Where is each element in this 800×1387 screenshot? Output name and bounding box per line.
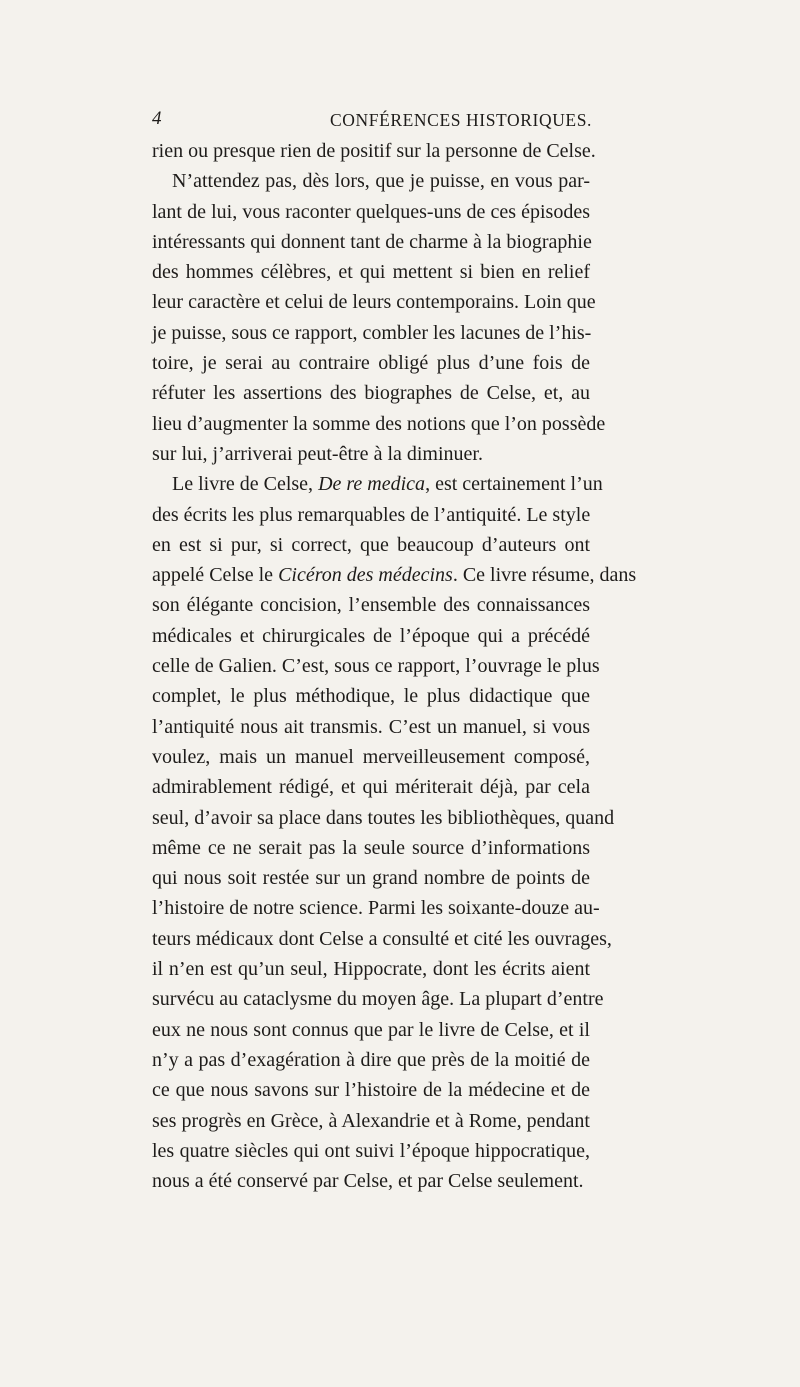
text-segment: . Ce livre résume, dans [452,564,637,587]
text-line: il n’en est qu’un seul, Hippocrate, dont les écrits aient [152,958,590,981]
page-number: 4 [152,108,162,129]
text-line [152,469,603,499]
text-line: eux ne nous sont connus que par le livre de Celse, et il [152,1018,590,1041]
text-line: n’y a pas d’exagération à dire que près de la moitié de [152,1048,590,1071]
text-line: je puisse, sous ce rapport, combler les lacunes de l’his- [152,321,592,344]
text-line: médicales et chirurgicales de l’époque qui a précédé [152,624,590,647]
text-segment: , est certainement l’un [425,473,603,496]
text-line: admirablement rédigé, et qui mériterait déjà, par cela [152,776,590,799]
body-text [152,136,637,1196]
text-line: sur lui, j’arriverai peut-être à la diminuer. [152,442,483,465]
text-line: leur caractère et celui de leurs contemporains. Loin que [152,291,596,314]
text-line: en est si pur, si correct, que beaucoup d’auteurs ont [152,533,590,556]
text-line: son élégante concision, l’ensemble des connaissances [152,594,590,617]
text-line [152,560,637,590]
text-line: ses progrès en Grèce, à Alexandrie et à Rome, pendant [152,1109,590,1132]
text-line: survécu au cataclysme du moyen âge. La plupart d’entre [152,988,604,1011]
text-line: nous a été conservé par Celse, et par Celse seulement. [152,1170,584,1193]
text-line: teurs médicaux dont Celse a consulté et cité les ouvrages, [152,927,612,950]
book-title-de-re-medica: De re medica [318,473,426,496]
text-line: complet, le plus méthodique, le plus didactique que [152,685,590,708]
page-header [152,108,593,138]
text-line: réfuter les assertions des biographes de Celse, et, au [152,382,590,405]
text-line: voulez, mais un manuel merveilleusement composé, [152,745,590,768]
text-line: qui nous soit restée sur un grand nombre de points de [152,867,590,890]
text-line: les quatre siècles qui ont suivi l’époque hippocratique, [152,1139,590,1162]
running-title: CONFÉRENCES HISTORIQUES. [330,110,593,130]
text-line: des écrits les plus remarquables de l’antiquité. Le style [152,503,591,526]
text-line: l’antiquité nous ait transmis. C’est un manuel, si vous [152,715,590,738]
text-line: toire, je serai au contraire obligé plus d’une fois de [152,352,590,375]
text-line: rien ou presque rien de positif sur la personne de Celse. [152,140,596,162]
text-line: même ce ne serait pas la seule source d’informations [152,836,590,859]
text-line: N’attendez pas, dès lors, que je puisse, en vous par- [172,170,590,193]
text-line: celle de Galien. C’est, sous ce rapport, l’ouvrage le plus [152,655,600,678]
text-line: intéressants qui donnent tant de charme à la biographie [152,230,592,253]
text-line: lieu d’augmenter la somme des notions que l’on possède [152,412,606,435]
text-line: lant de lui, vous raconter quelques-uns de ces épisodes [152,200,590,223]
text-line: des hommes célèbres, et qui mettent si bien en relief [152,261,590,284]
text-line: ce que nous savons sur l’histoire de la médecine et de [152,1079,590,1102]
epithet-ciceron-des-medecins: Cicéron des médecins [278,564,453,587]
text-line: seul, d’avoir sa place dans toutes les bibliothèques, quand [152,806,615,829]
text-segment: Le livre de Celse, [172,473,319,496]
text-line: l’histoire de notre science. Parmi les soixante-douze au- [152,897,600,920]
text-segment: appelé Celse le [152,564,279,587]
